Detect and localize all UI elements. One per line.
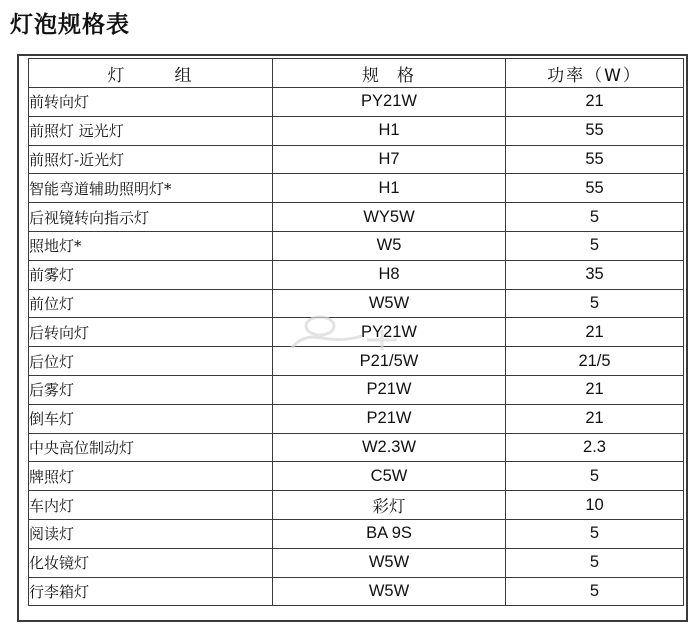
- lamp-name-cell: 牌照灯: [29, 462, 273, 491]
- bulb-spec-cell: P21W: [273, 404, 506, 433]
- table-row: [29, 577, 684, 606]
- table-row: [29, 491, 684, 520]
- page-title: 灯泡规格表: [10, 12, 130, 38]
- power-cell: 2.3: [506, 433, 684, 462]
- lamp-name-cell: 行李箱灯: [29, 577, 273, 606]
- lamp-name-cell: 照地灯*: [29, 231, 273, 260]
- bulb-spec-cell: W5W: [273, 577, 506, 606]
- power-cell: 21/5: [506, 347, 684, 376]
- table-row: [29, 289, 684, 318]
- lamp-name-cell: 前照灯-近光灯: [29, 145, 273, 174]
- power-cell: 10: [506, 491, 684, 520]
- table-row: [29, 433, 684, 462]
- table-row: [29, 318, 684, 347]
- power-cell: 35: [506, 260, 684, 289]
- bulb-spec-cell: PY21W: [273, 88, 506, 117]
- lamp-name-cell: 后视镜转向指示灯: [29, 203, 273, 232]
- table-row: [29, 548, 684, 577]
- power-cell: 5: [506, 231, 684, 260]
- power-cell: 21: [506, 318, 684, 347]
- bulb-spec-cell: H8: [273, 260, 506, 289]
- table-body: [29, 88, 684, 606]
- header-lamp-group: [29, 59, 273, 88]
- lamp-name-cell: 前雾灯: [29, 260, 273, 289]
- power-cell: 5: [506, 519, 684, 548]
- header-spec-char-2: 格: [397, 65, 416, 86]
- table-row: [29, 145, 684, 174]
- power-cell: 5: [506, 203, 684, 232]
- bulb-spec-cell: W2.3W: [273, 433, 506, 462]
- lamp-name-cell: 中央高位制动灯: [29, 433, 273, 462]
- lamp-name-cell: 化妆镜灯: [29, 548, 273, 577]
- bulb-spec-cell: P21W: [273, 375, 506, 404]
- power-cell: 5: [506, 289, 684, 318]
- header-spec-char-1: 规: [362, 65, 381, 86]
- bulb-spec-cell: 彩灯: [273, 491, 506, 520]
- table-row: [29, 462, 684, 491]
- table-row: [29, 116, 684, 145]
- lamp-name-cell: 前照灯 远光灯: [29, 116, 273, 145]
- bulb-spec-cell: W5W: [273, 548, 506, 577]
- bulb-spec-cell: W5W: [273, 289, 506, 318]
- table-row: [29, 519, 684, 548]
- lamp-name-cell: 倒车灯: [29, 404, 273, 433]
- bulb-spec-cell: BA 9S: [273, 519, 506, 548]
- bulb-spec-cell: P21/5W: [273, 347, 506, 376]
- bulb-spec-cell: WY5W: [273, 203, 506, 232]
- lamp-name-cell: 后位灯: [29, 347, 273, 376]
- table-row: [29, 404, 684, 433]
- header-spec: [273, 59, 506, 88]
- lamp-name-cell: 阅读灯: [29, 519, 273, 548]
- power-cell: 55: [506, 145, 684, 174]
- table-row: [29, 203, 684, 232]
- table-row: [29, 174, 684, 203]
- power-cell: 5: [506, 577, 684, 606]
- bulb-spec-cell: H1: [273, 174, 506, 203]
- power-cell: 21: [506, 404, 684, 433]
- power-cell: 5: [506, 548, 684, 577]
- power-cell: 55: [506, 116, 684, 145]
- lamp-name-cell: 前位灯: [29, 289, 273, 318]
- table-header-row: [29, 59, 684, 88]
- bulb-spec-table: [28, 58, 684, 606]
- power-cell: 21: [506, 375, 684, 404]
- bulb-spec-cell: PY21W: [273, 318, 506, 347]
- lamp-name-cell: 后雾灯: [29, 375, 273, 404]
- lamp-name-cell: 智能弯道辅助照明灯*: [29, 174, 273, 203]
- bulb-spec-cell: W5: [273, 231, 506, 260]
- lamp-name-cell: 车内灯: [29, 491, 273, 520]
- header-group-char-2: 组: [174, 65, 194, 86]
- lamp-name-cell: 前转向灯: [29, 88, 273, 117]
- power-cell: 21: [506, 88, 684, 117]
- header-power: 功率（W）: [506, 59, 684, 88]
- lamp-name-cell: 后转向灯: [29, 318, 273, 347]
- table-row: [29, 260, 684, 289]
- table-row: [29, 231, 684, 260]
- table-row: [29, 375, 684, 404]
- power-cell: 5: [506, 462, 684, 491]
- header-group-char-1: 灯: [107, 65, 127, 86]
- table-row: [29, 347, 684, 376]
- bulb-spec-cell: H1: [273, 116, 506, 145]
- power-cell: 55: [506, 174, 684, 203]
- bulb-spec-cell: C5W: [273, 462, 506, 491]
- table-row: [29, 88, 684, 117]
- bulb-spec-cell: H7: [273, 145, 506, 174]
